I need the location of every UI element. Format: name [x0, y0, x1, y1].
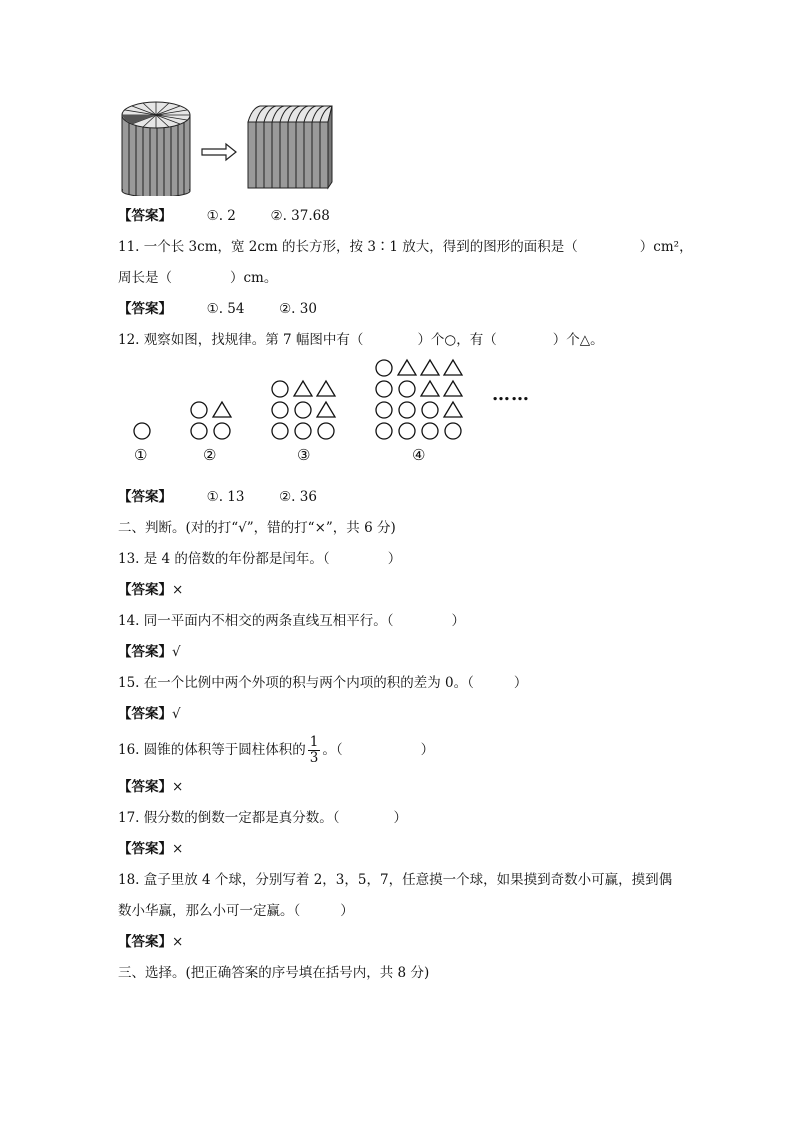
answer-q12 — [118, 487, 317, 507]
question-13 — [118, 549, 401, 569]
circle-shape — [376, 402, 392, 418]
question-11-line-1 — [118, 237, 693, 257]
question-text: ）个△。 — [552, 332, 604, 348]
triangle-shape — [398, 360, 416, 375]
circle-shape — [295, 423, 311, 439]
triangle-shape — [421, 360, 439, 375]
answer-q18 — [118, 932, 183, 952]
continuation-dots: …… — [492, 384, 530, 405]
answer-value-1: × — [172, 779, 184, 795]
answer-value-1: × — [172, 582, 184, 598]
section-2-title: 二、判断。(对的打“√”，错的打“×”，共 6 分) — [118, 520, 396, 536]
question-18-line-1: 18. 盒子里放 4 个球，分别写着 2，3，5，7，任意摸一个球，如果摸到奇数小可赢，摸到偶 — [118, 872, 673, 888]
answer-tag: 【答案】 — [118, 582, 172, 598]
question-text: ）个○，有（ — [417, 332, 497, 348]
circle-shape — [272, 423, 288, 439]
circle-shape — [191, 402, 207, 418]
circle-shape — [214, 423, 230, 439]
section-3-title: 三、选择。(把正确答案的序号填在括号内，共 8 分) — [118, 965, 430, 981]
answer-value-1: √ — [172, 644, 181, 660]
answer-tag: 【答案】 — [118, 779, 172, 795]
answer-tag: 【答案】 — [118, 706, 172, 722]
answer-value-2: ②. 36 — [279, 489, 317, 505]
question-text: 14. 同一平面内不相交的两条直线互相平行。（ — [118, 613, 394, 629]
triangle-shape — [294, 381, 312, 396]
answer-tag: 【答案】 — [118, 934, 172, 950]
triangle-shape — [421, 381, 439, 396]
answer-q13 — [118, 580, 183, 600]
circle-shape — [191, 423, 207, 439]
answer-value-1: ①. 13 — [206, 489, 245, 505]
answer-value-1: ①. 2 — [206, 208, 236, 224]
circle-shape — [376, 423, 392, 439]
figure-label-4: ④ — [412, 446, 426, 464]
arrow — [202, 144, 236, 160]
question-16 — [118, 733, 434, 767]
question-text: 12. 观察如图，找规律。第 7 幅图中有（ — [118, 332, 364, 348]
answer-q15 — [118, 704, 181, 724]
question-text: 11. 一个长 3cm，宽 2cm 的长方形，按 3∶1 放大，得到的图形的面积是（ — [118, 239, 578, 255]
question-text: 16. 圆锥的体积等于圆柱体积的 — [118, 742, 306, 758]
figure-label-2: ② — [203, 446, 217, 464]
answer-tag: 【答案】 — [118, 841, 172, 857]
cylinder-transform-figure — [118, 100, 368, 196]
question-15 — [118, 673, 527, 693]
answer-value-1: √ — [172, 706, 181, 722]
figure-label-3: ③ — [297, 446, 311, 464]
answer-q14 — [118, 642, 181, 662]
question-text: ） — [340, 903, 354, 919]
question-text: ） — [387, 551, 402, 567]
circle-shape — [318, 423, 334, 439]
answer-tag: 【答案】 — [118, 644, 172, 660]
circle-shape — [376, 360, 392, 376]
answer-q16 — [118, 777, 183, 797]
question-text: ） — [420, 742, 435, 758]
question-text: 周长是（ — [118, 270, 172, 286]
rectangular-prism — [248, 106, 332, 188]
fraction-denominator: 3 — [309, 750, 319, 766]
circle-shape — [295, 402, 311, 418]
question-17 — [118, 808, 407, 828]
circle-shape — [272, 402, 288, 418]
triangle-shape — [444, 381, 462, 396]
circle-shape — [399, 423, 415, 439]
question-text: 数小华赢，那么小可一定赢。（ — [118, 903, 301, 919]
answer-tag: 【答案】 — [118, 208, 172, 224]
circle-shape — [422, 402, 438, 418]
fraction-numerator: 1 — [309, 734, 319, 750]
question-14 — [118, 611, 465, 631]
question-text: ） — [513, 675, 528, 691]
answer-q11 — [118, 299, 317, 319]
answer-tag: 【答案】 — [118, 489, 172, 505]
question-text: 13. 是 4 的倍数的年份都是闰年。（ — [118, 551, 330, 567]
question-text: 。（ — [322, 742, 343, 758]
answer-value-1: × — [172, 841, 184, 857]
circle-shape — [445, 423, 461, 439]
answer-tag: 【答案】 — [118, 301, 172, 317]
circle-shape — [399, 381, 415, 397]
circle-shape — [399, 402, 415, 418]
question-12 — [118, 330, 604, 350]
triangle-shape — [444, 360, 462, 375]
answer-value-1: ①. 54 — [206, 301, 245, 317]
answer-q17 — [118, 839, 183, 859]
circle-shape — [134, 423, 150, 439]
question-11-line-2 — [118, 268, 277, 288]
triangle-shape — [317, 381, 335, 396]
circle-shape — [422, 423, 438, 439]
answer-value-1: × — [172, 934, 184, 950]
circle-shape — [376, 381, 392, 397]
question-18-line-2 — [118, 901, 354, 921]
fraction-one-third — [308, 735, 321, 766]
question-text: ） — [393, 810, 408, 826]
triangle-shape — [317, 402, 335, 417]
figure-label-1: ① — [134, 446, 148, 464]
question-text: 17. 假分数的倒数一定都是真分数。（ — [118, 810, 340, 826]
question-text: ） — [451, 613, 466, 629]
circle-shape — [272, 381, 288, 397]
answer-value-2: ②. 37.68 — [270, 208, 330, 224]
triangle-shape — [444, 402, 462, 417]
cylinder — [122, 102, 190, 196]
question-text: 15. 在一个比例中两个外项的积与两个内项的积的差为 0。（ — [118, 675, 474, 691]
question-text: ）cm²， — [639, 239, 693, 255]
answer-value-2: ②. 30 — [279, 301, 317, 317]
question-text: ）cm。 — [230, 270, 278, 286]
answer-q10 — [118, 206, 330, 226]
triangle-shape — [213, 402, 231, 417]
